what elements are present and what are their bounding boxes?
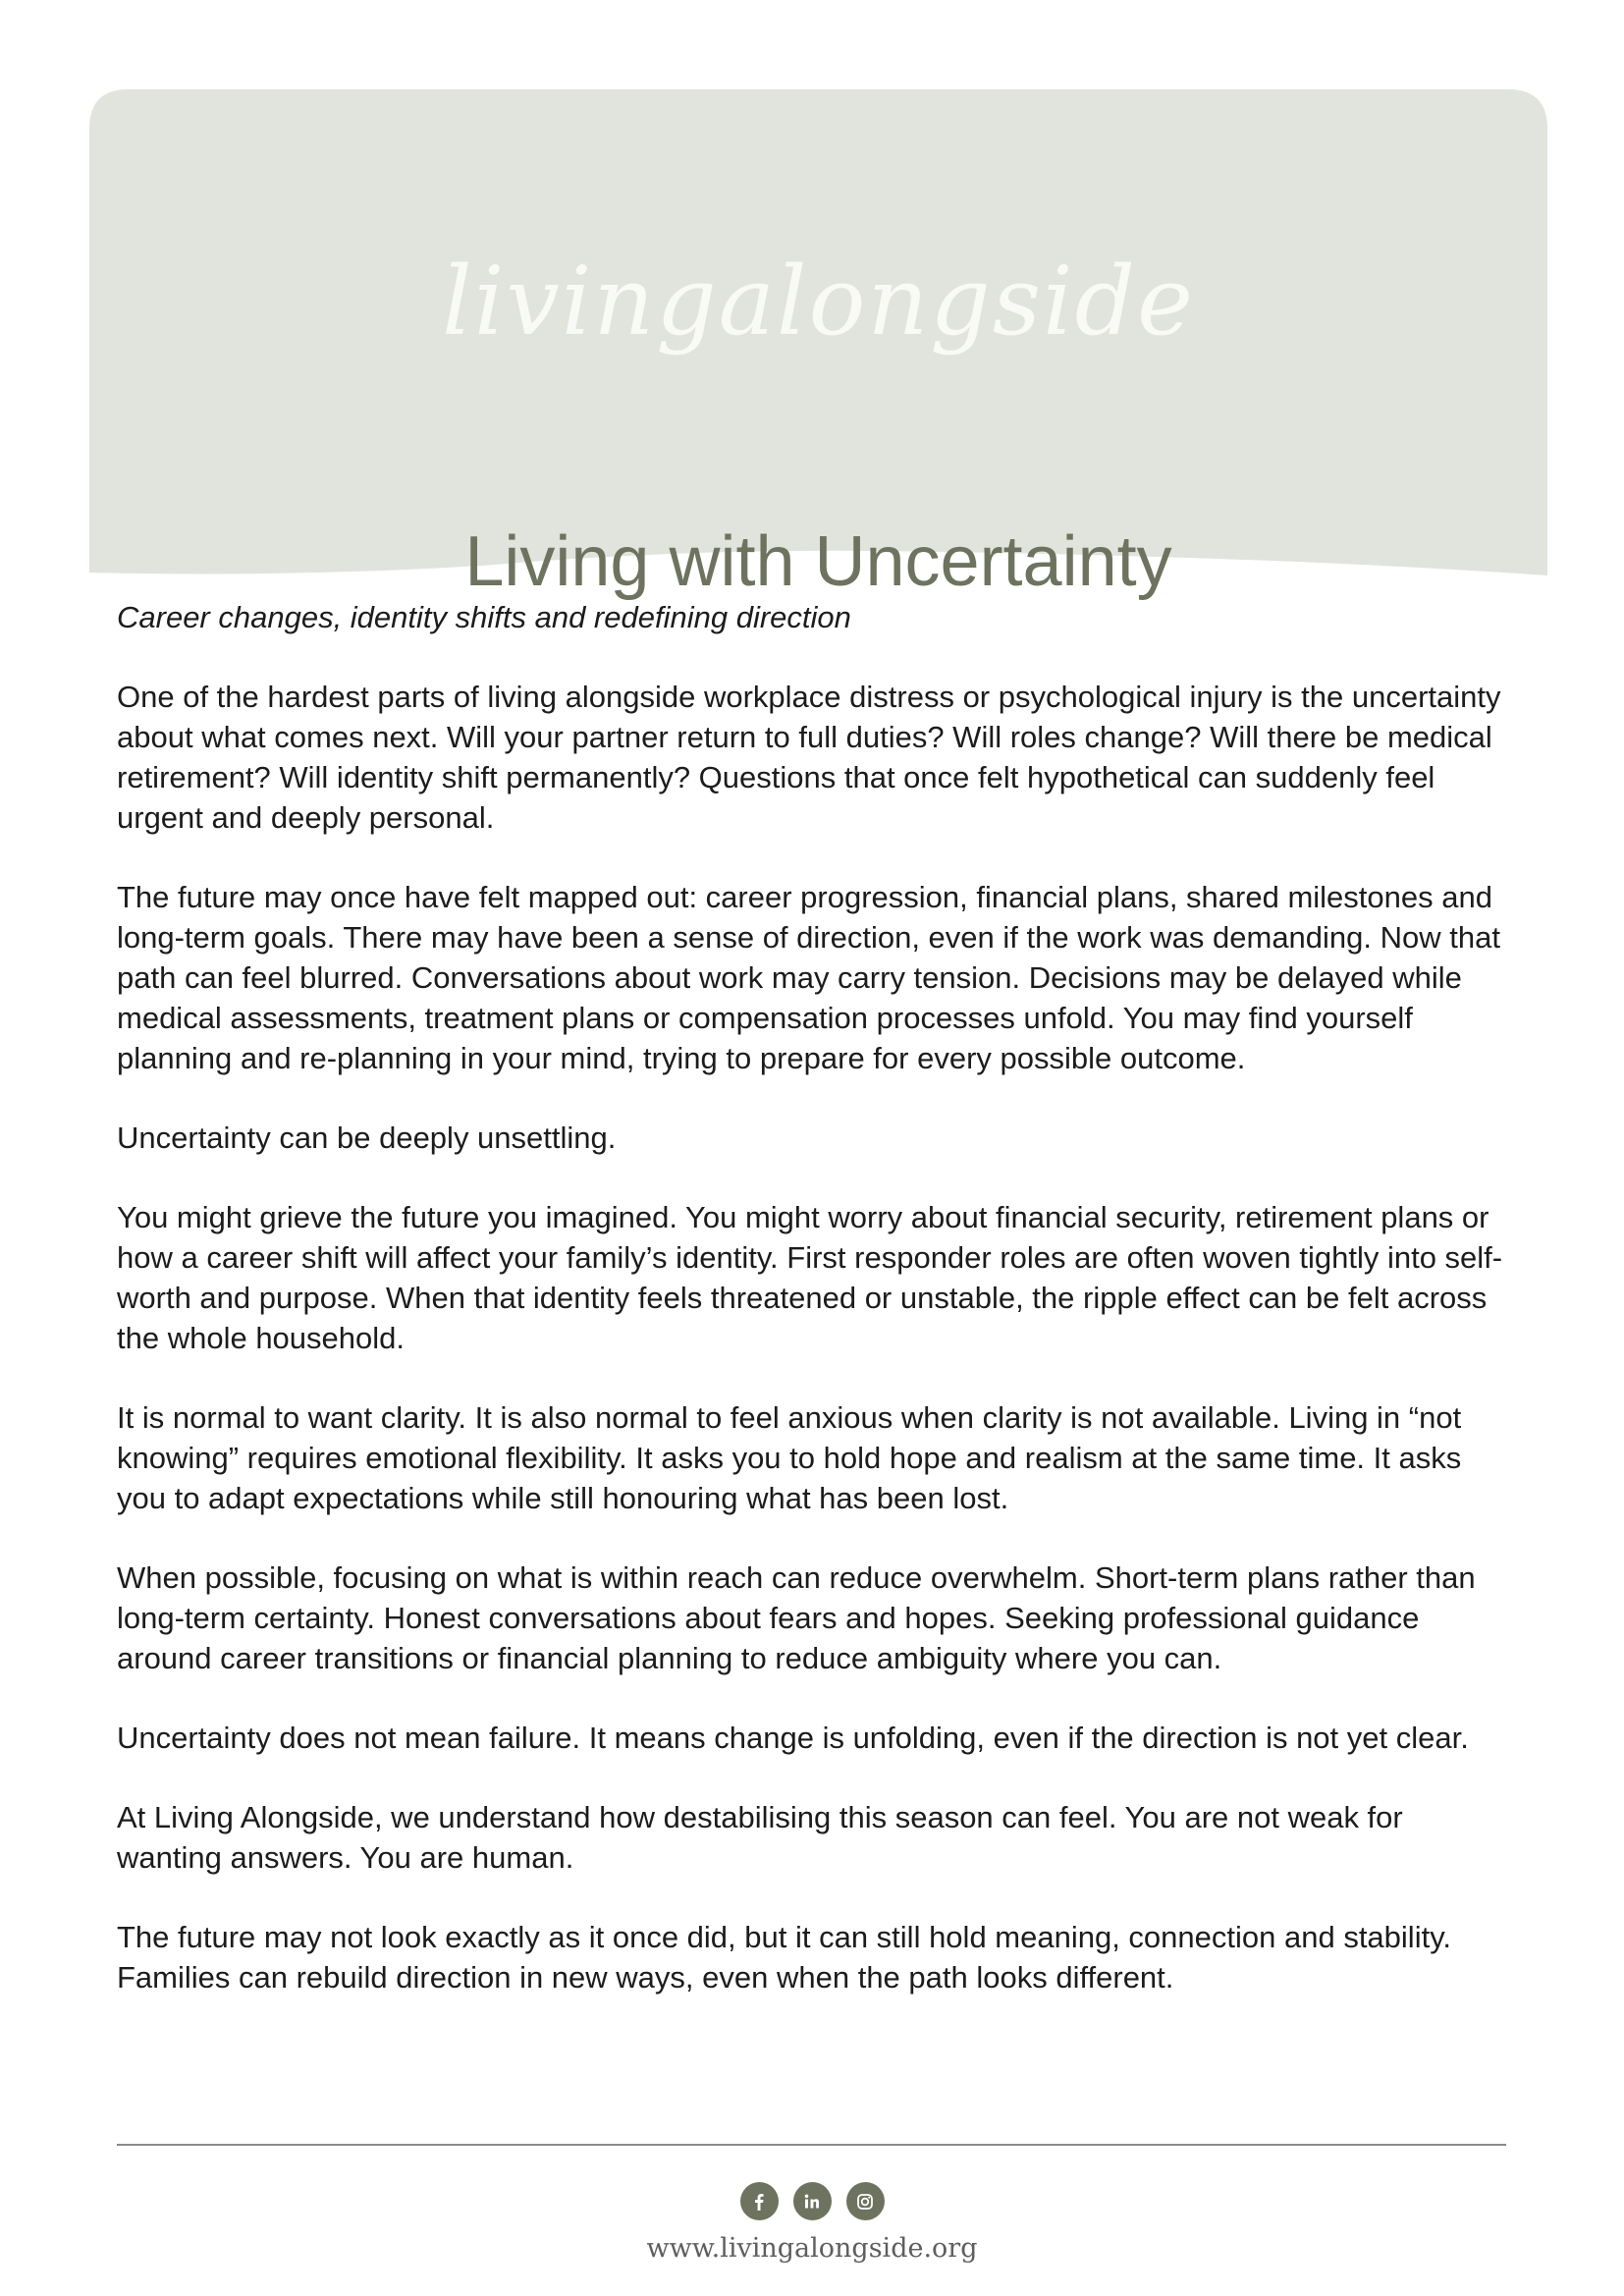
facebook-link[interactable]	[740, 2182, 779, 2220]
paragraph: At Living Alongside, we understand how destabilising this season can feel. You are not weak for wanting answers. You are human.	[117, 1800, 1403, 1875]
article-body	[117, 597, 1511, 2037]
article-subtitle: Career changes, identity shifts and redefining direction	[117, 600, 851, 634]
paragraph: Uncertainty does not mean failure. It means change is unfolding, even if the direction is not yet clear.	[117, 1721, 1469, 1755]
page-title: Living with Uncertainty	[464, 522, 1172, 601]
brand-logo	[89, 246, 1547, 356]
paragraph: You might grieve the future you imagined. You might worry about financial security, retirement plans or how a career shift will affect your family’s identity. First responder roles are often woven tightly into self-worth and purpose. When that identity feels threatened or unstable, the ripple effect can be felt across the whole household.	[117, 1200, 1503, 1355]
website-link[interactable]: www.livingalongside.org	[646, 2233, 978, 2264]
instagram-icon	[855, 2192, 875, 2212]
paragraph: The future may once have felt mapped out: career progression, financial plans, shared milestones and long-term goals. There may have been a sense of direction, even if the work was demanding. Now that path can feel blurred. Conversations about work may carry tension. Decisions may be delayed while medical assessments, treatment plans or compensation processes unfold. You may find yourself planning and re-planning in your mind, trying to prepare for every possible outcome.	[117, 880, 1500, 1075]
linkedin-link[interactable]	[793, 2182, 832, 2220]
paragraph: Uncertainty can be deeply unsettling.	[117, 1121, 617, 1155]
paragraph: When possible, focusing on what is within reach can reduce overwhelm. Short-term plans rather than long-term certainty. Honest conversations about fears and hopes. Seeking professional guidance around career transitions or financial planning to reduce ambiguity where you can.	[117, 1560, 1476, 1675]
footer-divider	[117, 2144, 1506, 2146]
brand-logo-text: livingalongside	[442, 246, 1195, 356]
linkedin-icon	[802, 2192, 822, 2212]
header-banner	[89, 89, 1547, 601]
social-links	[0, 2182, 1624, 2220]
facebook-icon	[749, 2192, 769, 2212]
instagram-link[interactable]	[846, 2182, 885, 2220]
paragraph: One of the hardest parts of living alongside workplace distress or psychological injury is the uncertainty about what comes next. Will your partner return to full duties? Will roles change? Will there be medical retirement? Will identity shift permanently? Questions that once felt hypothetical can suddenly feel urgent and deeply personal.	[117, 680, 1501, 835]
paragraph: It is normal to want clarity. It is also normal to feel anxious when clarity is not available. Living in “not knowing” requires emotional flexibility. It asks you to hold hope and realism at the same time. It asks you to adapt expectations while still honouring what has been lost.	[117, 1400, 1462, 1515]
paragraph: The future may not look exactly as it once did, but it can still hold meaning, connection and stability. Families can rebuild direction in new ways, even when the path looks different.	[117, 1920, 1452, 1995]
